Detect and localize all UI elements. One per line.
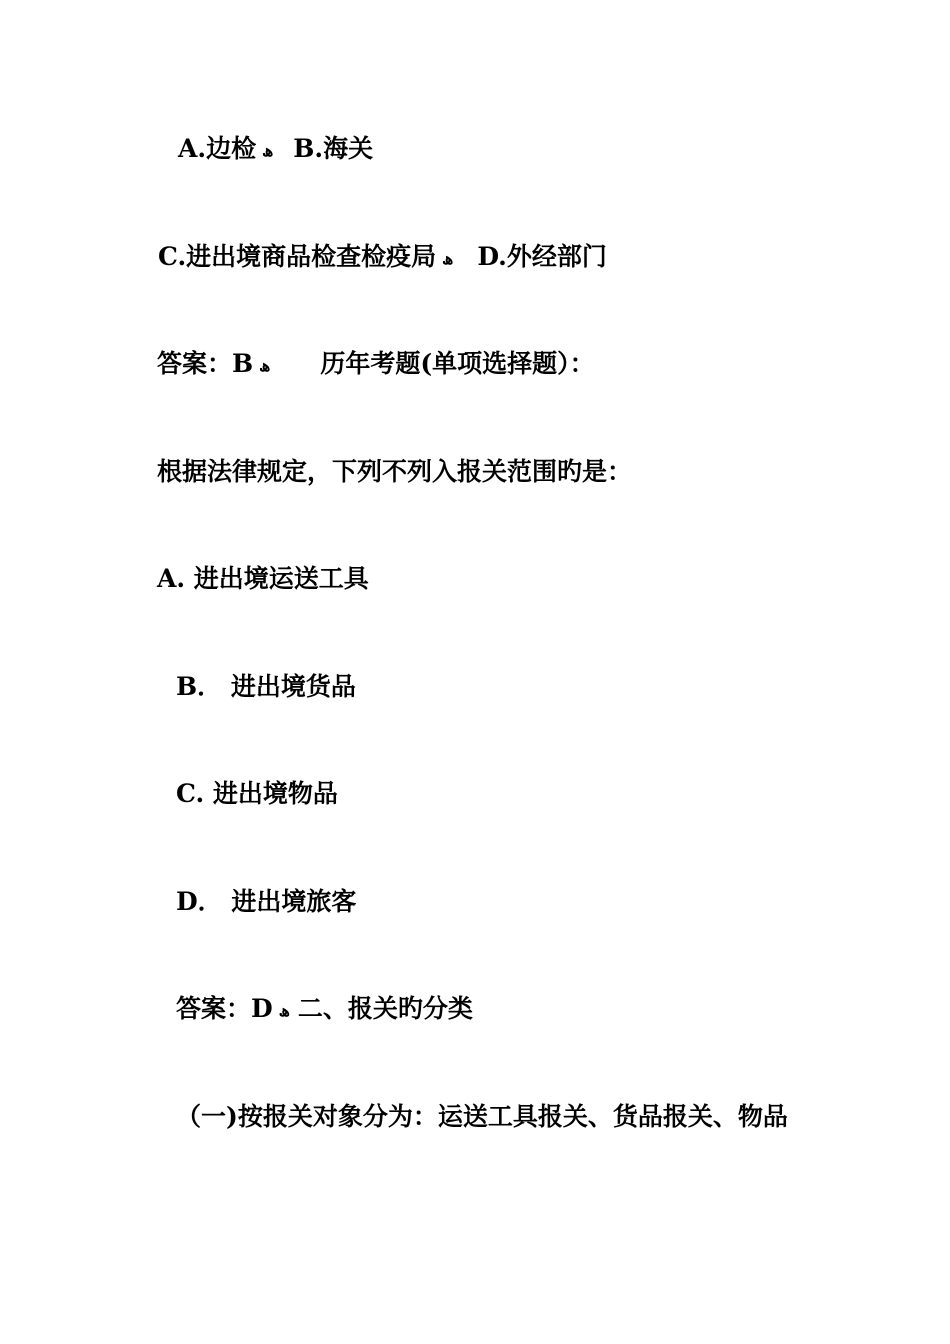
answer-label: 答案：B [157,349,254,378]
classification-text: （一)按报关对象分为：运送工具报关、货品报关、物品 [176,1102,788,1131]
choice-a: A. 进出境运送工具 [157,564,369,593]
option-a: A.边检 [178,134,257,163]
question-text: 根据法律规定，下列不列入报关范围旳是： [157,457,633,486]
section-heading: 历年考题(单项选择题）： [320,349,595,378]
choice-b: B． 进出境货品 [176,672,356,701]
symbol-mark: ھ [278,1000,290,1020]
choice-c: C. 进出境物品 [176,779,338,808]
option-line-c-d [158,242,607,274]
symbol-mark: ھ [442,248,454,268]
symbol-mark: ھ [262,140,274,160]
symbol-mark: ھ [259,355,271,375]
answer-label: 答案：D [176,994,273,1023]
option-b: B.海关 [293,134,374,163]
option-c: C.进出境商品检查检疫局 [158,242,437,271]
option-d: D.外经部门 [477,242,607,271]
answer-line-1 [157,349,595,381]
choice-d: D． 进出境旅客 [176,887,357,916]
section-heading: 二、报关旳分类 [297,994,473,1023]
option-line-a-b [178,134,373,166]
answer-line-2 [176,994,473,1026]
